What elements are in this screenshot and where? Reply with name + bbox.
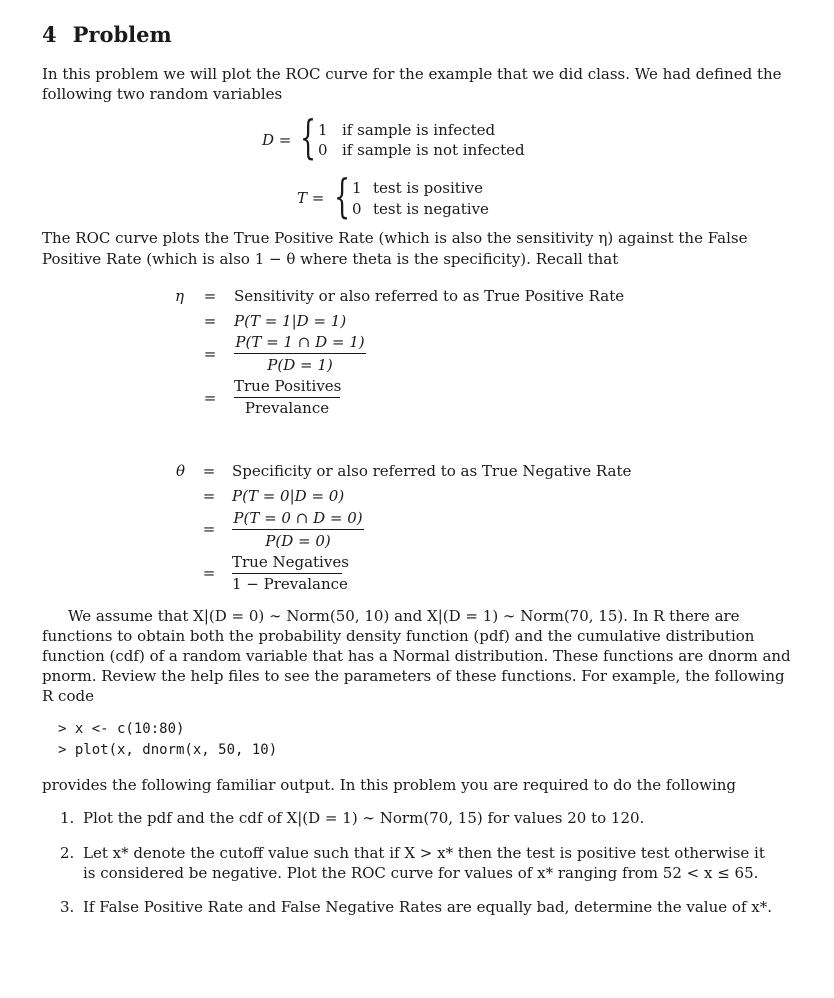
task-2-number: 2. bbox=[60, 844, 75, 862]
task-1-number: 1. bbox=[60, 809, 75, 827]
theta-eq-4: = bbox=[202, 564, 216, 582]
assume-line-2: functions to obtain both the probability density function (pdf) and the cumulative distribution bbox=[42, 627, 755, 645]
section-heading bbox=[42, 22, 172, 47]
def-t-brace: { bbox=[334, 169, 351, 223]
eta-frac1-denominator: P(D = 1) bbox=[267, 356, 333, 374]
eta-eq-2: = bbox=[203, 312, 217, 330]
eta-symbol: η bbox=[175, 287, 184, 305]
def-t-row2-text: test is negative bbox=[373, 200, 489, 218]
roc-line-2: Positive Rate (which is also 1 − θ where theta is the specificity). Recall that bbox=[42, 250, 619, 268]
section-title: Problem bbox=[72, 22, 172, 47]
def-d-lhs: D = bbox=[262, 131, 292, 149]
section-number: 4 bbox=[42, 22, 57, 47]
eta-line-2: P(T = 1|D = 1) bbox=[234, 312, 347, 330]
task-3-text: If False Positive Rate and False Negative Rates are equally bad, determine the value of x*. bbox=[83, 898, 772, 916]
theta-frac1-denominator: P(D = 0) bbox=[265, 532, 331, 550]
def-d-row1-val: 1 bbox=[318, 121, 328, 139]
theta-eq-3: = bbox=[202, 520, 216, 538]
def-t-row2-val: 0 bbox=[352, 200, 362, 218]
eta-frac1-numerator: P(T = 1 ∩ D = 1) bbox=[235, 333, 365, 351]
eta-eq-4: = bbox=[203, 389, 217, 407]
intro-line-1: In this problem we will plot the ROC curve for the example that we did class. We had defined the bbox=[42, 65, 782, 83]
def-t-lhs: T = bbox=[297, 189, 325, 207]
assume-line-3: function (cdf) of a random variable that has a Normal distribution. These functions are dnorm and bbox=[42, 647, 791, 665]
code-line-1: > x <- c(10:80) bbox=[58, 721, 185, 737]
theta-eq-2: = bbox=[202, 487, 216, 505]
theta-line-2: P(T = 0|D = 0) bbox=[232, 487, 345, 505]
eta-frac2-numerator: True Positives bbox=[234, 377, 342, 395]
task-2-text-line-1: Let x* denote the cutoff value such that if X > x* then the test is positive test otherwise it bbox=[83, 844, 765, 862]
intro-line-2: following two random variables bbox=[42, 85, 283, 103]
theta-frac1-numerator: P(T = 0 ∩ D = 0) bbox=[233, 509, 363, 527]
assume-line-4: pnorm. Review the help files to see the parameters of these functions. For example, the following bbox=[42, 667, 785, 685]
theta-line-1: Specificity or also referred to as True Negative Rate bbox=[232, 462, 632, 480]
def-t-row1-text: test is positive bbox=[373, 179, 483, 197]
task-2-text-line-2: is considered be negative. Plot the ROC curve for values of x* ranging from 52 < x ≤ 65. bbox=[83, 864, 759, 882]
theta-frac2-numerator: True Negatives bbox=[232, 553, 349, 571]
def-t-row1-val: 1 bbox=[352, 179, 362, 197]
def-d-row2-val: 0 bbox=[318, 141, 328, 159]
roc-line-1: The ROC curve plots the True Positive Rate (which is also the sensitivity η) against the False bbox=[42, 229, 748, 247]
def-d-brace: { bbox=[300, 110, 317, 164]
theta-symbol: θ bbox=[176, 462, 186, 480]
eta-eq-1: = bbox=[203, 287, 217, 305]
theta-eq-1: = bbox=[202, 462, 216, 480]
def-d-row1-text: if sample is infected bbox=[342, 121, 496, 139]
eta-line-1: Sensitivity or also referred to as True Positive Rate bbox=[234, 287, 625, 305]
def-d-row2-text: if sample is not infected bbox=[342, 141, 525, 159]
code-line-2: > plot(x, dnorm(x, 50, 10) bbox=[58, 742, 278, 758]
eta-frac2-denominator: Prevalance bbox=[244, 399, 330, 417]
eta-frac1-bar bbox=[234, 353, 366, 354]
task-3-number: 3. bbox=[60, 898, 75, 916]
theta-frac2-denominator: 1 − Prevalance bbox=[232, 575, 348, 593]
after-code-text: provides the following familiar output. In this problem you are required to do the following bbox=[42, 776, 737, 794]
task-1-text: Plot the pdf and the cdf of X|(D = 1) ∼ Norm(70, 15) for values 20 to 120. bbox=[83, 809, 645, 827]
eta-eq-3: = bbox=[203, 345, 217, 363]
assume-line-1: We assume that X|(D = 0) ∼ Norm(50, 10) and X|(D = 1) ∼ Norm(70, 15). In R there are bbox=[68, 607, 740, 625]
assume-line-5: R code bbox=[42, 687, 94, 705]
theta-frac1-bar bbox=[232, 529, 364, 530]
